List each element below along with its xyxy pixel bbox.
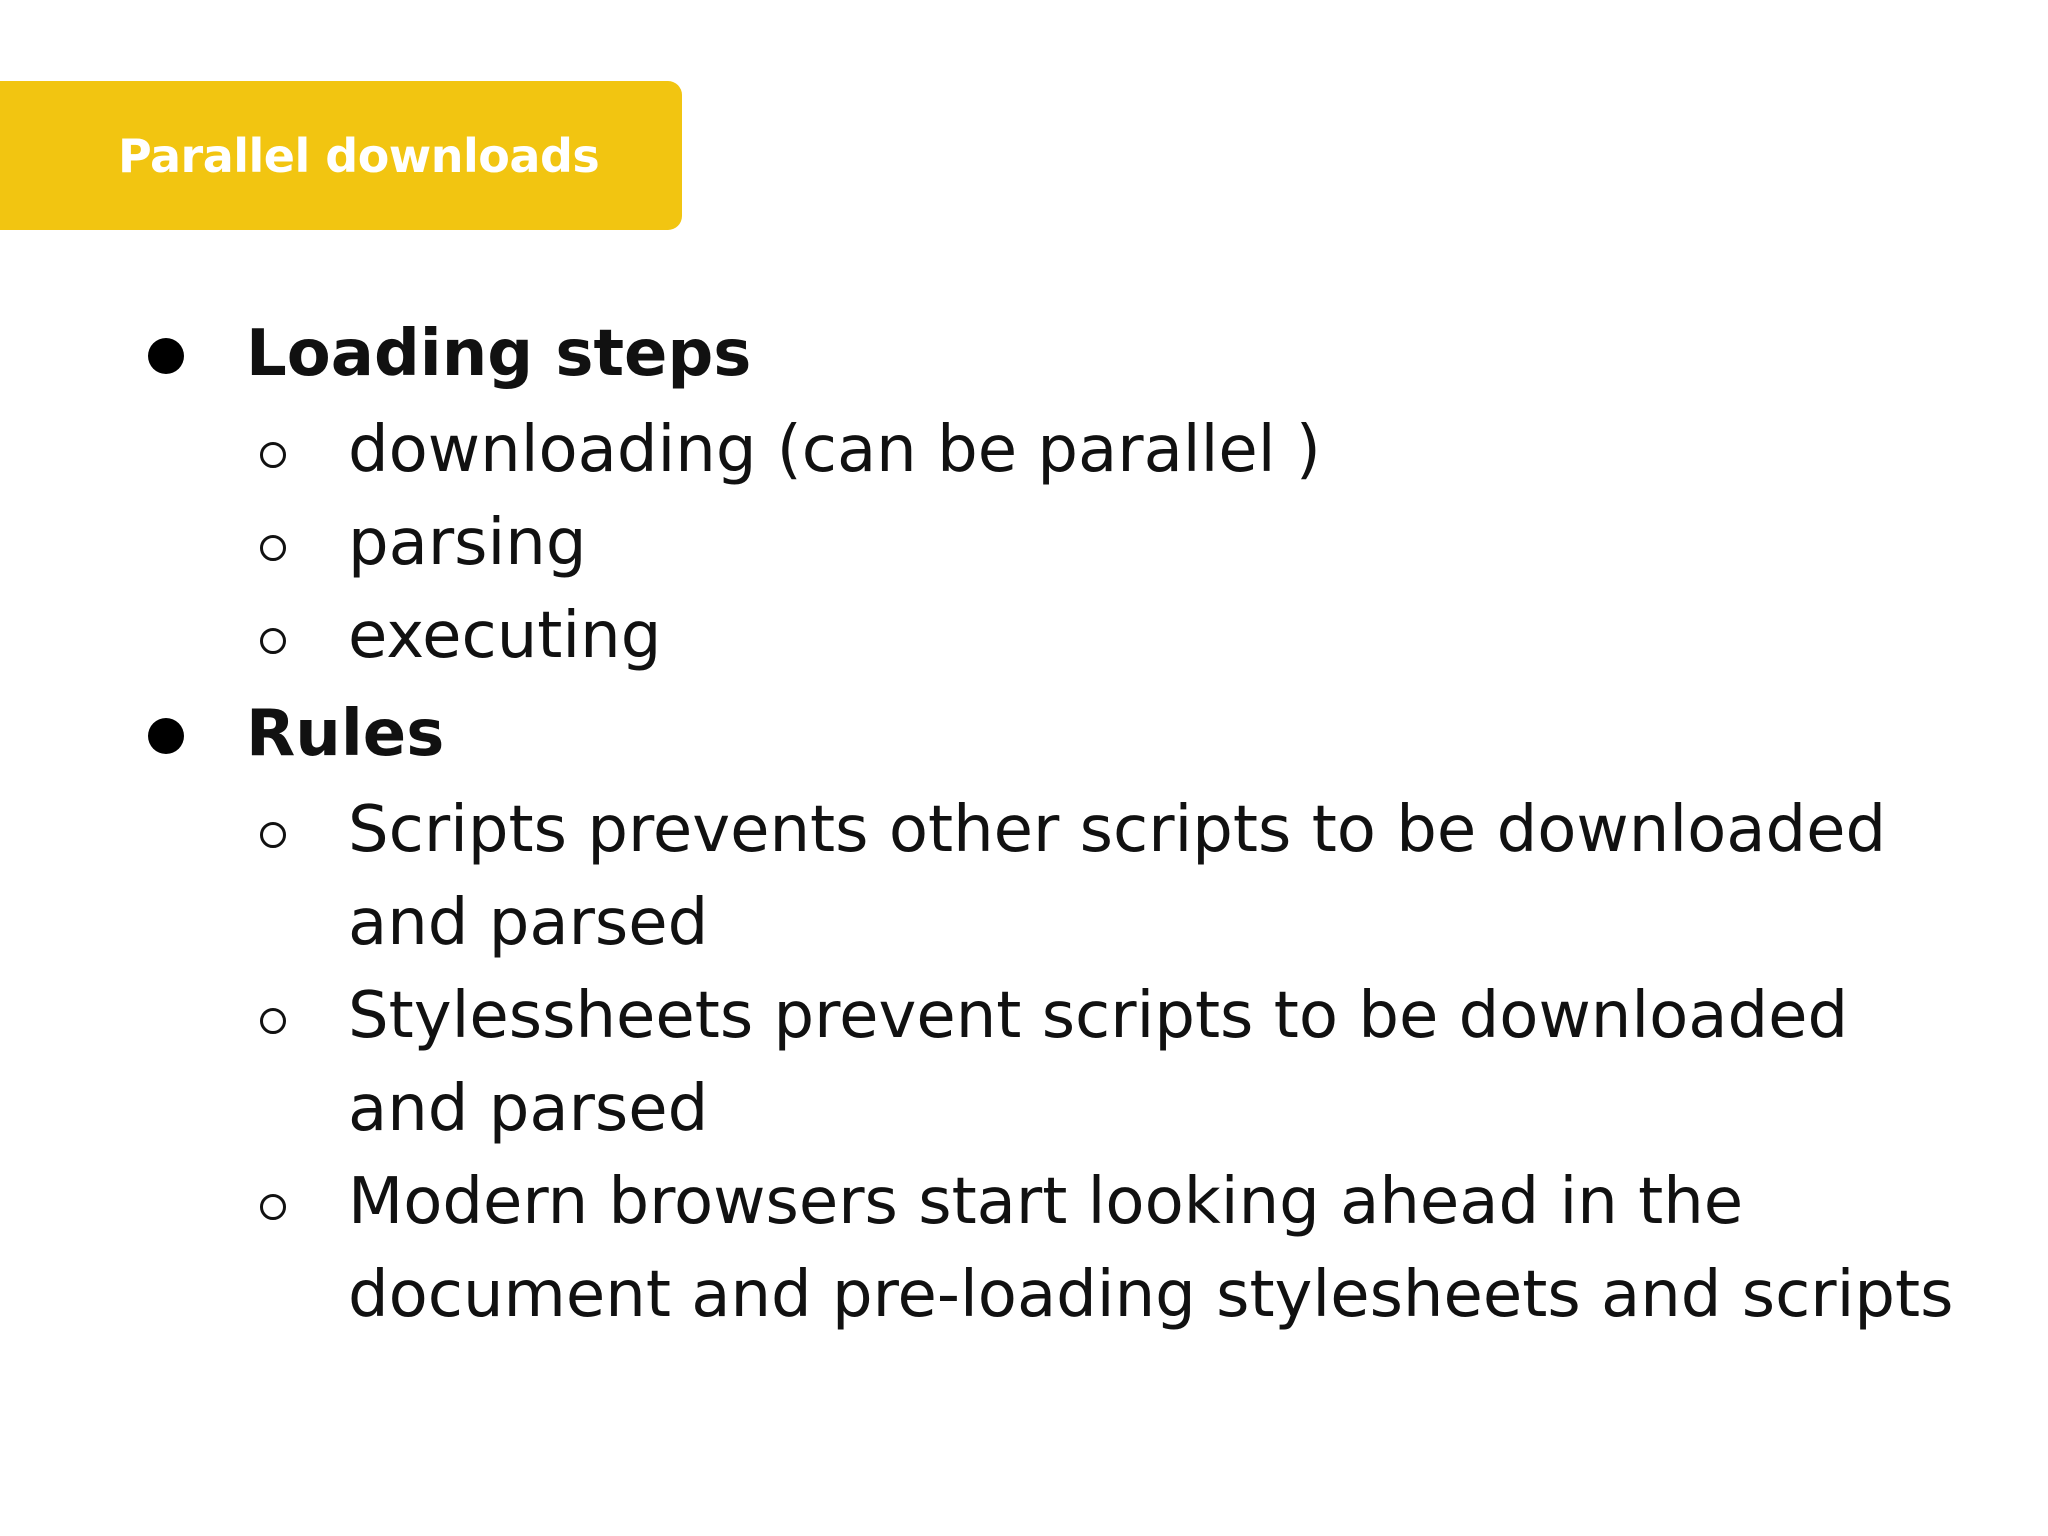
section-heading: Loading steps bbox=[246, 317, 752, 391]
list-item: executing bbox=[348, 599, 662, 673]
sub-bullet-icon bbox=[260, 822, 286, 848]
sub-bullet-icon bbox=[260, 535, 286, 561]
bullet-icon bbox=[148, 718, 184, 754]
sub-bullet-icon bbox=[260, 1194, 286, 1220]
sub-bullet-icon bbox=[260, 628, 286, 654]
list-item: Scripts prevents other scripts to be downloaded bbox=[348, 793, 1887, 867]
section-heading: Rules bbox=[246, 697, 445, 771]
sub-bullet-icon bbox=[260, 1008, 286, 1034]
list-item-continuation: and parsed bbox=[348, 1072, 709, 1146]
list-item: Stylessheets prevent scripts to be downloaded bbox=[348, 979, 1849, 1053]
list-item: Modern browsers start looking ahead in the bbox=[348, 1165, 1744, 1239]
slide-title: Parallel downloads bbox=[118, 128, 600, 183]
list-item: parsing bbox=[348, 506, 587, 580]
list-item: downloading (can be parallel ) bbox=[348, 413, 1321, 487]
list-item-continuation: and parsed bbox=[348, 886, 709, 960]
list-item-continuation: document and pre-loading stylesheets and scripts bbox=[348, 1258, 1954, 1332]
sub-bullet-icon bbox=[260, 442, 286, 468]
bullet-icon bbox=[148, 338, 184, 374]
